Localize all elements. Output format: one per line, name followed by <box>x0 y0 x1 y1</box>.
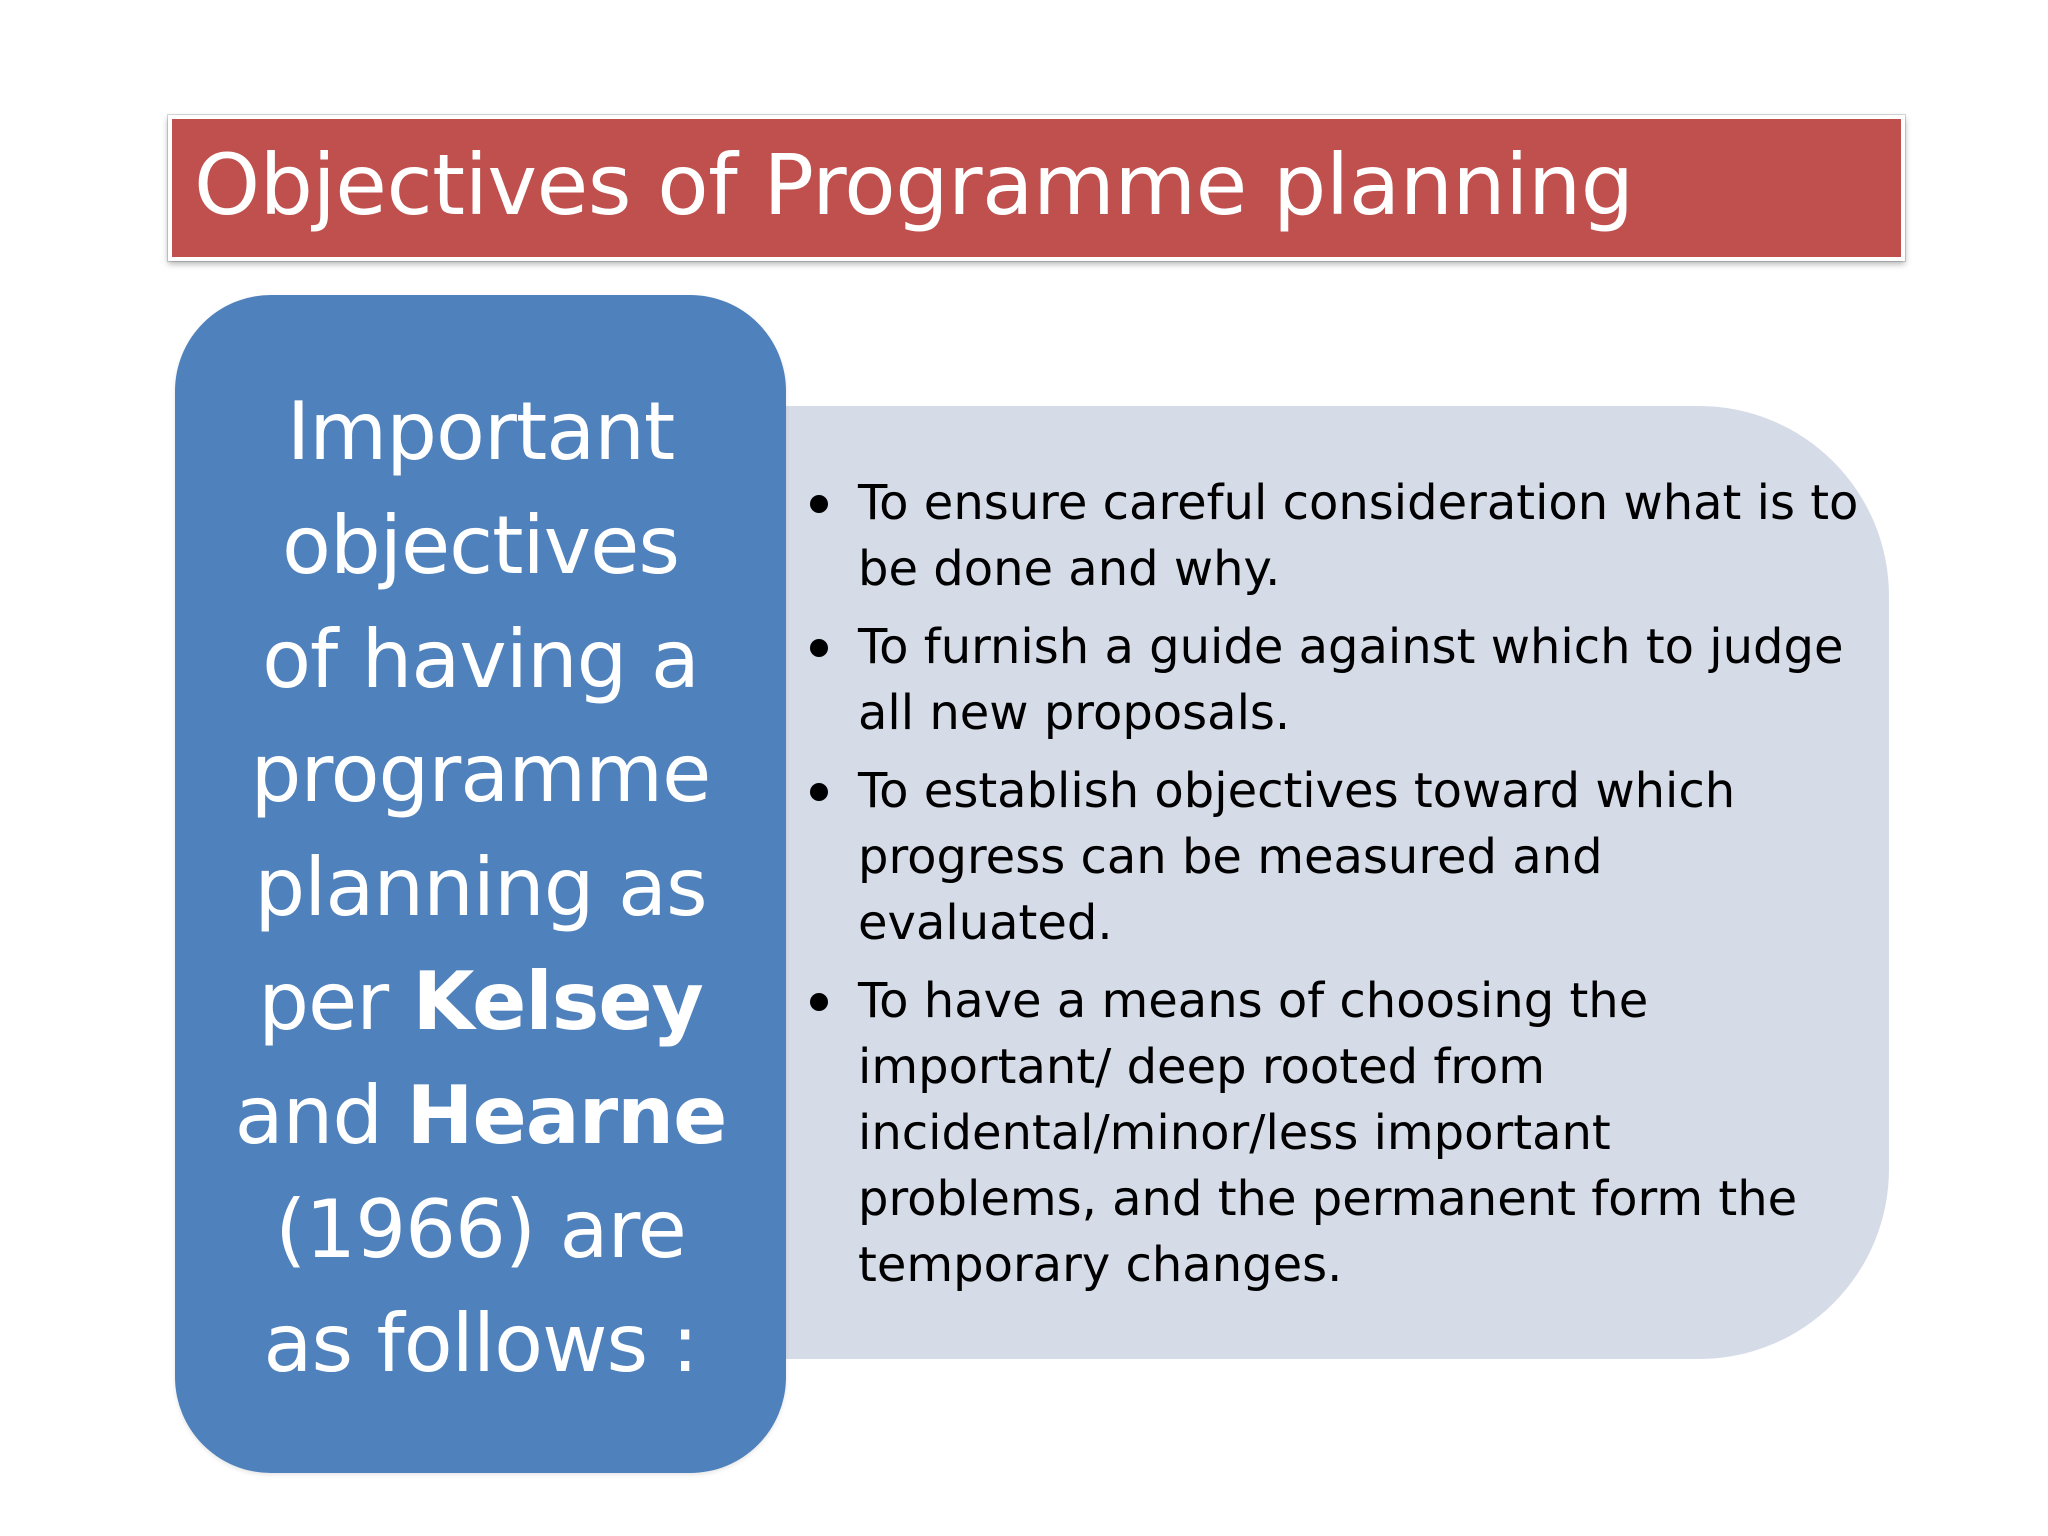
intro-text-and: and <box>234 1069 407 1162</box>
author-kelsey: Kelsey <box>412 955 703 1048</box>
objectives-list <box>800 470 1860 1310</box>
intro-box <box>175 295 786 1473</box>
author-hearne: Hearne <box>406 1069 727 1162</box>
objective-item <box>800 614 1860 746</box>
bullet-icon <box>810 495 828 513</box>
intro-line <box>175 1059 786 1173</box>
bullet-icon <box>810 639 828 657</box>
intro-text-per: per <box>258 955 413 1048</box>
objective-item <box>800 758 1860 956</box>
slide-title: Objectives of Programme planning <box>194 136 1634 234</box>
intro-line <box>175 945 786 1059</box>
intro-line: objectives <box>282 499 679 592</box>
intro-line: planning as <box>254 841 707 934</box>
bullet-icon <box>810 993 828 1011</box>
objective-item <box>800 470 1860 602</box>
objective-text: To have a means of choosing the important/ deep rooted from incidental/minor/less important problems, and the permanent form the temporary changes. <box>858 973 1798 1293</box>
bullet-icon <box>810 783 828 801</box>
intro-text <box>175 375 786 1401</box>
title-bar <box>168 115 1905 261</box>
intro-line: programme <box>250 727 711 820</box>
objective-text: To furnish a guide against which to judge all new proposals. <box>858 619 1844 741</box>
objective-text: To ensure careful consideration what is to be done and why. <box>858 475 1859 597</box>
intro-line: of having a <box>262 613 699 706</box>
objective-item <box>800 968 1860 1298</box>
intro-line: as follows : <box>263 1297 698 1390</box>
intro-line: Important <box>286 385 675 478</box>
objective-text: To establish objectives toward which progress can be measured and evaluated. <box>858 763 1736 951</box>
intro-line: (1966) are <box>275 1183 686 1276</box>
